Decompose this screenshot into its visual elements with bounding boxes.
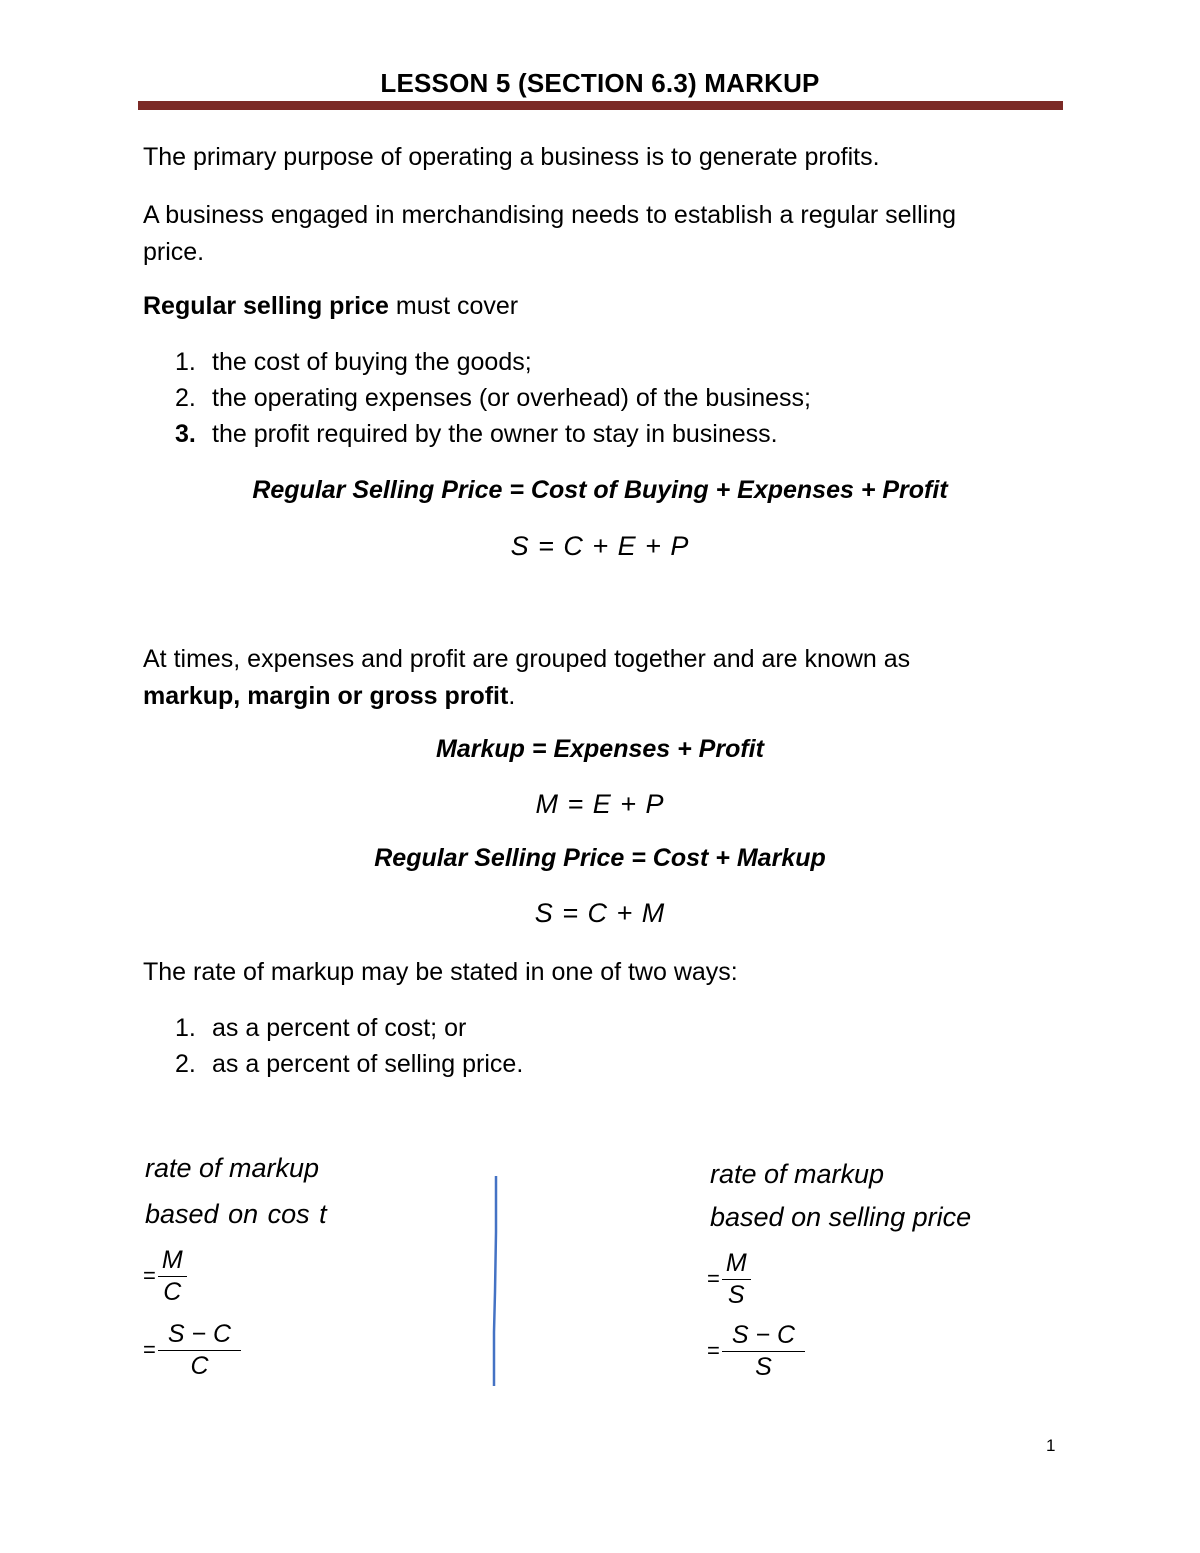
cover-lead-bold: Regular selling price bbox=[143, 292, 389, 320]
left-basis-label: based on cos t bbox=[145, 1199, 327, 1229]
list-item-text: as a percent of cost; or bbox=[212, 1014, 467, 1042]
left-fraction-s-minus-c-over-c bbox=[143, 1320, 241, 1380]
intro-paragraph-2-line-1: A business engaged in merchandising needs to establish a regular selling bbox=[143, 201, 957, 229]
list-item bbox=[175, 416, 811, 452]
intro-paragraph-1: The primary purpose of operating a business is to generate profits. bbox=[143, 143, 880, 171]
equals-sign: = bbox=[707, 1338, 720, 1363]
list-item-number: 2. bbox=[175, 1050, 196, 1078]
left-fraction-m-over-c bbox=[143, 1246, 187, 1306]
list-item-number: 1. bbox=[175, 348, 196, 376]
list-item-text: the cost of buying the goods; bbox=[212, 348, 532, 376]
list-item-text: the operating expenses (or overhead) of the business; bbox=[212, 384, 811, 412]
formula-markup-symbolic: M = E + P bbox=[535, 789, 665, 819]
fraction-denominator: S bbox=[727, 1281, 745, 1309]
formula-cost-markup-symbolic: S = C + M bbox=[534, 898, 666, 928]
formula-selling-price-symbolic: S = C + E + P bbox=[510, 531, 690, 561]
fraction-denominator: C bbox=[163, 1278, 182, 1306]
right-rate-label: rate of markup bbox=[710, 1159, 885, 1189]
fraction-numerator: S − C bbox=[722, 1321, 805, 1352]
cover-list bbox=[175, 344, 811, 452]
list-item-text: the profit required by the owner to stay in business. bbox=[212, 420, 778, 448]
equals-sign: = bbox=[143, 1263, 156, 1288]
list-item bbox=[175, 1046, 523, 1082]
right-fraction-m-over-s bbox=[707, 1249, 751, 1309]
list-item-text: as a percent of selling price. bbox=[212, 1050, 524, 1078]
fraction-denominator: S bbox=[755, 1353, 772, 1381]
fraction-numerator: S − C bbox=[158, 1320, 241, 1351]
fraction-denominator: C bbox=[190, 1352, 209, 1380]
markup-intro bbox=[143, 641, 1063, 715]
column-divider bbox=[488, 1172, 502, 1392]
title-divider bbox=[138, 101, 1063, 110]
markup-intro-line-1: At times, expenses and profit are grouped together and are known as bbox=[143, 645, 911, 673]
formula-selling-price-words: Regular Selling Price = Cost of Buying + Expenses + Profit bbox=[252, 476, 948, 504]
fraction-numerator: M bbox=[158, 1246, 187, 1277]
markup-intro-line-2 bbox=[143, 678, 1063, 715]
formula-cost-markup-words: Regular Selling Price = Cost + Markup bbox=[374, 844, 826, 872]
list-item bbox=[175, 380, 811, 416]
cover-lead-rest: must cover bbox=[388, 292, 519, 320]
list-item-number: 2. bbox=[175, 384, 196, 412]
rate-list bbox=[175, 1010, 523, 1082]
cover-lead bbox=[143, 288, 1063, 325]
equals-sign: = bbox=[143, 1337, 156, 1362]
list-item-number: 1. bbox=[175, 1014, 196, 1042]
right-fraction-s-minus-c-over-s bbox=[707, 1321, 805, 1381]
intro-paragraph-2-line-2: price. bbox=[143, 238, 205, 266]
left-rate-label: rate of markup bbox=[145, 1153, 320, 1183]
markup-intro-end: . bbox=[508, 682, 516, 710]
list-item-number: 3. bbox=[175, 420, 196, 448]
equals-sign: = bbox=[707, 1266, 720, 1291]
list-item bbox=[175, 344, 811, 380]
fraction-numerator: M bbox=[722, 1249, 751, 1280]
formula-markup-words: Markup = Expenses + Profit bbox=[436, 735, 764, 763]
intro-paragraph-2 bbox=[143, 197, 1063, 271]
page-number: 1 bbox=[1046, 1436, 1056, 1455]
list-item bbox=[175, 1010, 523, 1046]
right-basis-label: based on selling price bbox=[710, 1202, 972, 1232]
markup-terms: markup, margin or gross profit bbox=[143, 682, 509, 710]
rate-intro: The rate of markup may be stated in one of two ways: bbox=[143, 958, 738, 986]
page-title: LESSON 5 (SECTION 6.3) MARKUP bbox=[380, 68, 820, 98]
